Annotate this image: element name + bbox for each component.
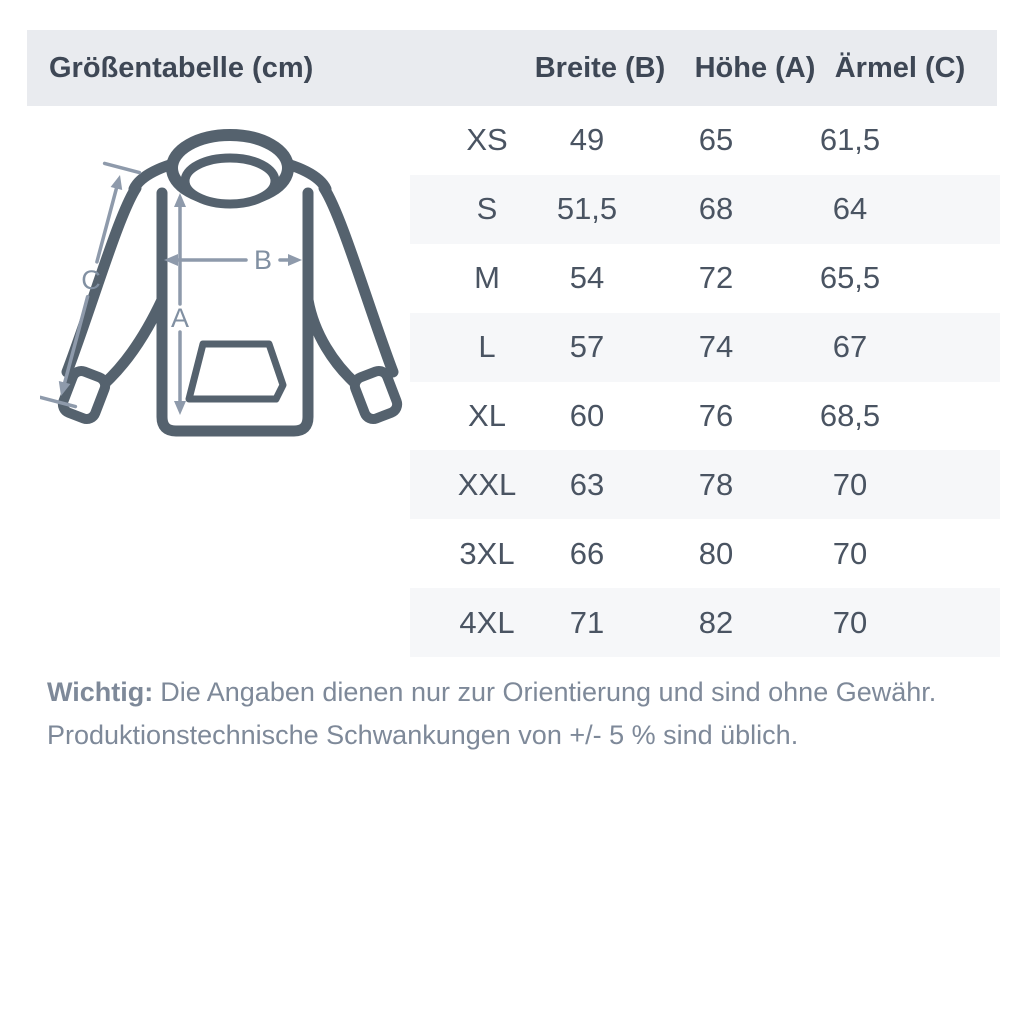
hoodie-left-sleeve-inner xyxy=(104,300,162,384)
hoehe-value: 76 xyxy=(698,397,734,433)
disclaimer-text-1: Die Angaben dienen nur zur Orientierung und sind ohne Gewähr. xyxy=(160,677,937,707)
dimension-c-label: C xyxy=(81,265,101,295)
table-row xyxy=(410,244,1000,313)
hoodie-pocket xyxy=(189,344,283,399)
dimension-a-arrowhead-bottom xyxy=(174,401,186,415)
table-row xyxy=(410,106,1000,175)
size-label: 3XL xyxy=(459,535,515,571)
size-label: XXL xyxy=(457,466,517,502)
disclaimer-note xyxy=(47,671,977,757)
size-label: S xyxy=(476,191,498,227)
table-row xyxy=(410,519,1000,588)
dimension-c-tick-top xyxy=(105,163,140,172)
column-header-breite: Breite (B) xyxy=(534,52,666,84)
page-title: Größentabelle (cm) xyxy=(49,52,314,84)
breite-value: 57 xyxy=(569,329,605,365)
size-label: L xyxy=(478,329,496,365)
hoodie-right-sleeve-inner xyxy=(308,300,356,384)
dimension-a-label: A xyxy=(170,303,190,333)
aermel-value: 70 xyxy=(832,535,868,571)
hoehe-value: 78 xyxy=(698,466,734,502)
disclaimer-line-1 xyxy=(47,671,977,714)
breite-value: 60 xyxy=(569,397,605,433)
disclaimer-lead: Wichtig: xyxy=(47,677,154,707)
breite-value: 49 xyxy=(569,122,605,158)
breite-value: 71 xyxy=(569,604,605,640)
hoehe-value: 82 xyxy=(698,604,734,640)
disclaimer-text-2: Produktionstechnische Schwankungen von +/- 5 % sind üblich. xyxy=(47,720,799,750)
breite-value: 54 xyxy=(569,260,605,296)
hoodie-measurement-diagram xyxy=(40,118,420,448)
breite-value: 63 xyxy=(569,466,605,502)
hoehe-value: 68 xyxy=(698,191,734,227)
aermel-value: 70 xyxy=(832,604,868,640)
hoehe-value: 80 xyxy=(698,535,734,571)
table-row xyxy=(410,450,1000,519)
aermel-value: 70 xyxy=(832,466,868,502)
table-row xyxy=(410,382,1000,451)
dimension-b-label: B xyxy=(253,245,273,275)
aermel-value: 68,5 xyxy=(819,397,881,433)
hoodie-hood-inner xyxy=(185,158,275,204)
aermel-value: 67 xyxy=(832,329,868,365)
aermel-value: 65,5 xyxy=(819,260,881,296)
dimension-b-arrowhead-right xyxy=(288,254,302,266)
size-label: 4XL xyxy=(459,604,515,640)
breite-value: 51,5 xyxy=(556,191,618,227)
table-row xyxy=(410,588,1000,657)
hoehe-value: 74 xyxy=(698,329,734,365)
size-table xyxy=(410,106,1000,657)
hoodie-left-sleeve-outline xyxy=(67,188,136,372)
hoehe-value: 65 xyxy=(698,122,734,158)
column-header-hoehe: Höhe (A) xyxy=(694,52,816,84)
dimension-c-arrowhead-top xyxy=(111,175,123,190)
aermel-value: 64 xyxy=(832,191,868,227)
column-header-aermel: Ärmel (C) xyxy=(834,52,966,84)
table-header xyxy=(27,30,997,106)
table-row xyxy=(410,175,1000,244)
hoodie-right-sleeve-outline xyxy=(324,188,393,372)
size-label: M xyxy=(474,260,500,296)
size-label: XL xyxy=(468,397,506,433)
size-label: XS xyxy=(466,122,508,158)
aermel-value: 61,5 xyxy=(819,122,881,158)
breite-value: 66 xyxy=(569,535,605,571)
table-row xyxy=(410,313,1000,382)
hoehe-value: 72 xyxy=(698,260,734,296)
